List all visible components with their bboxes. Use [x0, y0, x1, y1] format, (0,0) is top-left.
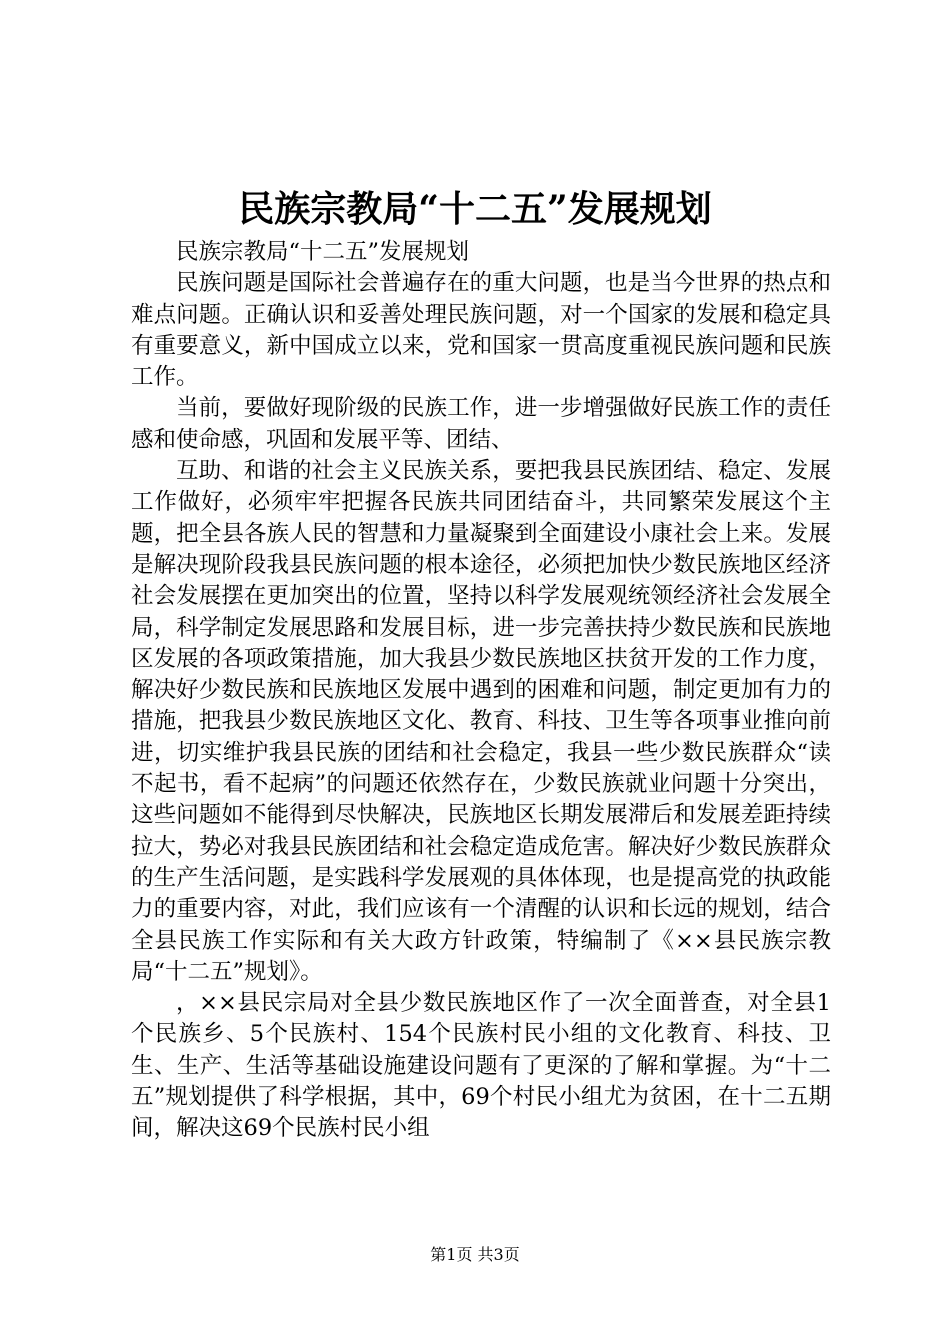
document-title: 民族宗教局“十二五”发展规划: [238, 188, 712, 230]
paragraph: 民族问题是国际社会普遍存在的重大问题，也是当今世界的热点和难点问题。正确认识和妥善处理民族问题，对一个国家的发展和稳定具有重要意义，新中国成立以来，党和国家一贯高度重视民族问题和民族工作。: [131, 270, 831, 391]
paragraph-subtitle: 民族宗教局“十二五”发展规划: [176, 239, 470, 265]
page-number: 第1页 共3页: [430, 1245, 520, 1264]
paragraph: 互助、和谐的社会主义民族关系，要把我县民族团结、稳定、发展工作做好，必须牢牢把握各民族共同团结奋斗，共同繁荣发展这个主题，把全县各族人民的智慧和力量凝聚到全面建设小康社会上来。发展是解决现阶段我县民族问题的根本途径，必须把加快少数民族地区经济社会发展摆在更加突出的位置，坚持以科学发展观统领经济社会发展全局，科学制定发展思路和发展目标，进一步完善扶持少数民族和民族地区发展的各项政策措施，加大我县少数民族地区扶贫开发的工作力度，解决好少数民族和民族地区发展中遇到的困难和问题，制定更加有力的措施，把我县少数民族地区文化、教育、科技、卫生等各项事业推向前进，切实维护我县民族的团结和社会稳定，我县一些少数民族群众“读不起书，看不起病”的问题还依然存在，少数民族就业问题十分突出，这些问题如不能得到尽快解决，民族地区长期发展滞后和发展差距持续拉大，势必对我县民族团结和社会稳定造成危害。解决好少数民族群众的生产生活问题，是实践科学发展观的具体体现，也是提高党的执政能力的重要内容，对此，我们应该有一个清醒的认识和长远的规划，结合全县民族工作实际和有关大政方针政策，特编制了《××县民族宗教局“十二五”规划》。: [131, 458, 831, 985]
paragraph: ，××县民宗局对全县少数民族地区作了一次全面普查，对全县1个民族乡、5个民族村、154个民族村民小组的文化教育、科技、卫生、生产、生活等基础设施建设问题有了更深的了解和掌握。为“十二五”规划提供了科学根据，其中，69个村民小组尤为贫困，在十二五期间，解决这69个民族村民小组: [131, 990, 831, 1142]
document-body: [131, 237, 831, 1145]
paragraph: 当前，要做好现阶级的民族工作，进一步增强做好民族工作的责任感和使命感，巩固和发展平等、团结、: [131, 395, 831, 453]
